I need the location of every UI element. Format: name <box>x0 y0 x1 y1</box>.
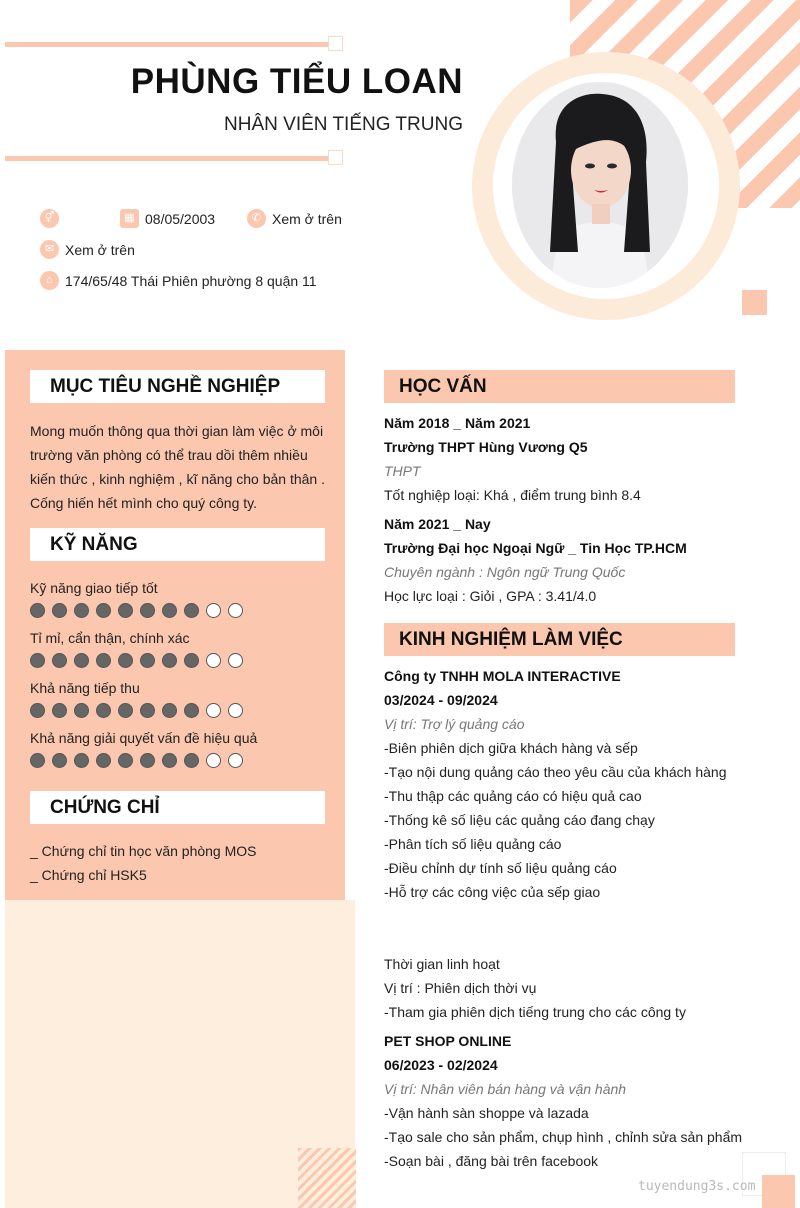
rating-dot-filled <box>52 653 67 668</box>
rating-dot-filled <box>118 653 133 668</box>
candidate-name: PHÙNG TIỂU LOAN <box>130 62 463 101</box>
profile-photo <box>512 82 688 288</box>
education-detail: Chuyên ngành : Ngôn ngữ Trung Quốc <box>384 564 626 580</box>
job-task: -Thống kê số liệu các quảng cáo đang chạy <box>384 812 655 828</box>
email-value: Xem ở trên <box>65 241 135 258</box>
job-title: NHÂN VIÊN TIẾNG TRUNG <box>224 114 463 135</box>
education-period: Năm 2018 _ Năm 2021 <box>384 415 531 431</box>
rating-dot-filled <box>74 753 89 768</box>
rating-dot-filled <box>140 603 155 618</box>
job-company: PET SHOP ONLINE <box>384 1033 512 1049</box>
address-value: 174/65/48 Thái Phiên phường 8 quận 11 <box>65 272 317 289</box>
rating-dot-filled <box>74 703 89 718</box>
rating-dot-filled <box>30 653 45 668</box>
job-task: -Phân tích số liệu quảng cáo <box>384 836 562 852</box>
phone-icon: ✆ <box>247 209 266 228</box>
rating-dot-filled <box>96 603 111 618</box>
education-heading: HỌC VẤN <box>384 370 735 403</box>
rating-dot-filled <box>96 753 111 768</box>
rating-dot-filled <box>30 603 45 618</box>
rating-dot-empty <box>206 603 221 618</box>
certificates-heading: CHỨNG CHỈ <box>30 791 325 824</box>
experience-heading: KINH NGHIỆM LÀM VIỆC <box>384 623 735 656</box>
rating-dot-filled <box>96 653 111 668</box>
job-task: -Điều chỉnh dự tính số liệu quảng cáo <box>384 860 617 876</box>
gender-icon: ⚥ <box>40 209 59 228</box>
rating-dot-filled <box>184 703 199 718</box>
contact-phone <box>247 209 342 228</box>
decorative-corner-square <box>762 1175 795 1208</box>
job-task: -Tham gia phiên dịch tiếng trung cho các công ty <box>384 1004 686 1020</box>
rating-dot-filled <box>140 703 155 718</box>
skill-rating <box>30 753 250 768</box>
rating-dot-filled <box>184 753 199 768</box>
contact-gender <box>40 209 65 228</box>
birthday-value: 08/05/2003 <box>145 210 216 227</box>
rating-dot-filled <box>184 653 199 668</box>
skill-name: Khả năng tiếp thu <box>30 680 140 696</box>
phone-value: Xem ở trên <box>272 210 342 227</box>
rating-dot-filled <box>30 753 45 768</box>
rating-dot-filled <box>118 603 133 618</box>
job-position: Vị trí: Nhân viên bán hàng và vận hành <box>384 1081 627 1097</box>
rating-dot-filled <box>140 753 155 768</box>
education-school: Trường THPT Hùng Vương Q5 <box>384 439 588 455</box>
rating-dot-filled <box>184 603 199 618</box>
home-icon: ⌂ <box>40 271 59 290</box>
skill-name: Khả năng giải quyết vấn đề hiệu quả <box>30 730 258 746</box>
skill-rating <box>30 603 250 618</box>
job-task: -Biên phiên dịch giữa khách hàng và sếp <box>384 740 638 756</box>
rating-dot-empty <box>228 603 243 618</box>
objective-text: Mong muốn thông qua thời gian làm việc ở môi trường văn phòng có thể trau dồi thêm nhiều kiến thức , kinh nghiệm , kĩ năng cho bản thân . Cống hiến hết mình cho quý công ty. <box>30 423 325 511</box>
contact-email <box>40 240 135 259</box>
rating-dot-filled <box>140 653 155 668</box>
rating-dot-filled <box>162 653 177 668</box>
job-task: -Soạn bài , đăng bài trên facebook <box>384 1153 599 1169</box>
job-position: Vị trí : Phiên dịch thời vụ <box>384 980 537 996</box>
bottom-stripes-decoration <box>298 1148 356 1208</box>
education-school: Trường Đại học Ngoại Ngữ _ Tin Học TP.HCM <box>384 540 687 556</box>
contact-birthday <box>120 209 215 228</box>
email-icon: ✉ <box>40 240 59 259</box>
rating-dot-empty <box>228 653 243 668</box>
certificate-item: _ Chứng chỉ HSK5 <box>30 867 147 883</box>
skill-name: Tỉ mỉ, cẩn thận, chính xác <box>30 630 190 646</box>
watermark: tuyendung3s.com <box>638 1179 756 1194</box>
certificate-item: _ Chứng chỉ tin học văn phòng MOS <box>30 843 257 859</box>
header-bottom-square <box>328 150 343 165</box>
education-detail: THPT <box>384 463 421 479</box>
skill-rating <box>30 703 250 718</box>
job-company: Công ty TNHH MOLA INTERACTIVE <box>384 668 621 684</box>
rating-dot-empty <box>206 703 221 718</box>
skill-name: Kỹ năng giao tiếp tốt <box>30 580 158 596</box>
header-top-line <box>5 42 330 47</box>
rating-dot-filled <box>96 703 111 718</box>
job-task: -Hỗ trợ các công việc của sếp giao <box>384 884 601 900</box>
rating-dot-filled <box>118 703 133 718</box>
job-period: Thời gian linh hoạt <box>384 956 500 972</box>
job-task: -Tạo nội dung quảng cáo theo yêu cầu của khách hàng <box>384 764 727 780</box>
rating-dot-filled <box>52 753 67 768</box>
decorative-square <box>742 290 767 315</box>
job-period: 03/2024 - 09/2024 <box>384 692 498 708</box>
job-period: 06/2023 - 02/2024 <box>384 1057 498 1073</box>
job-task: -Tạo sale cho sản phẩm, chụp hình , chỉnh sửa sản phẩm <box>384 1129 743 1145</box>
rating-dot-empty <box>228 753 243 768</box>
rating-dot-filled <box>30 703 45 718</box>
education-result: Tốt nghiệp loại: Khá , điểm trung bình 8.4 <box>384 487 641 503</box>
rating-dot-filled <box>162 603 177 618</box>
rating-dot-empty <box>206 653 221 668</box>
rating-dot-filled <box>52 703 67 718</box>
job-task: -Vận hành sàn shoppe và lazada <box>384 1105 589 1121</box>
objective-heading: MỤC TIÊU NGHỀ NGHIỆP <box>30 370 325 403</box>
rating-dot-filled <box>52 603 67 618</box>
rating-dot-empty <box>206 753 221 768</box>
header-bottom-line <box>5 156 330 161</box>
education-period: Năm 2021 _ Nay <box>384 516 491 532</box>
education-result: Học lực loại : Giỏi , GPA : 3.41/4.0 <box>384 588 597 604</box>
rating-dot-filled <box>162 753 177 768</box>
rating-dot-empty <box>228 703 243 718</box>
skills-heading: KỸ NĂNG <box>30 528 325 561</box>
rating-dot-filled <box>162 703 177 718</box>
contact-address <box>40 271 317 290</box>
skill-rating <box>30 653 250 668</box>
rating-dot-filled <box>118 753 133 768</box>
job-task: -Thu thập các quảng cáo có hiệu quả cao <box>384 788 642 804</box>
header-top-square <box>328 36 343 51</box>
rating-dot-filled <box>74 603 89 618</box>
rating-dot-filled <box>74 653 89 668</box>
job-position: Vị trí: Trợ lý quảng cáo <box>384 716 525 732</box>
calendar-icon: ▦ <box>120 209 139 228</box>
